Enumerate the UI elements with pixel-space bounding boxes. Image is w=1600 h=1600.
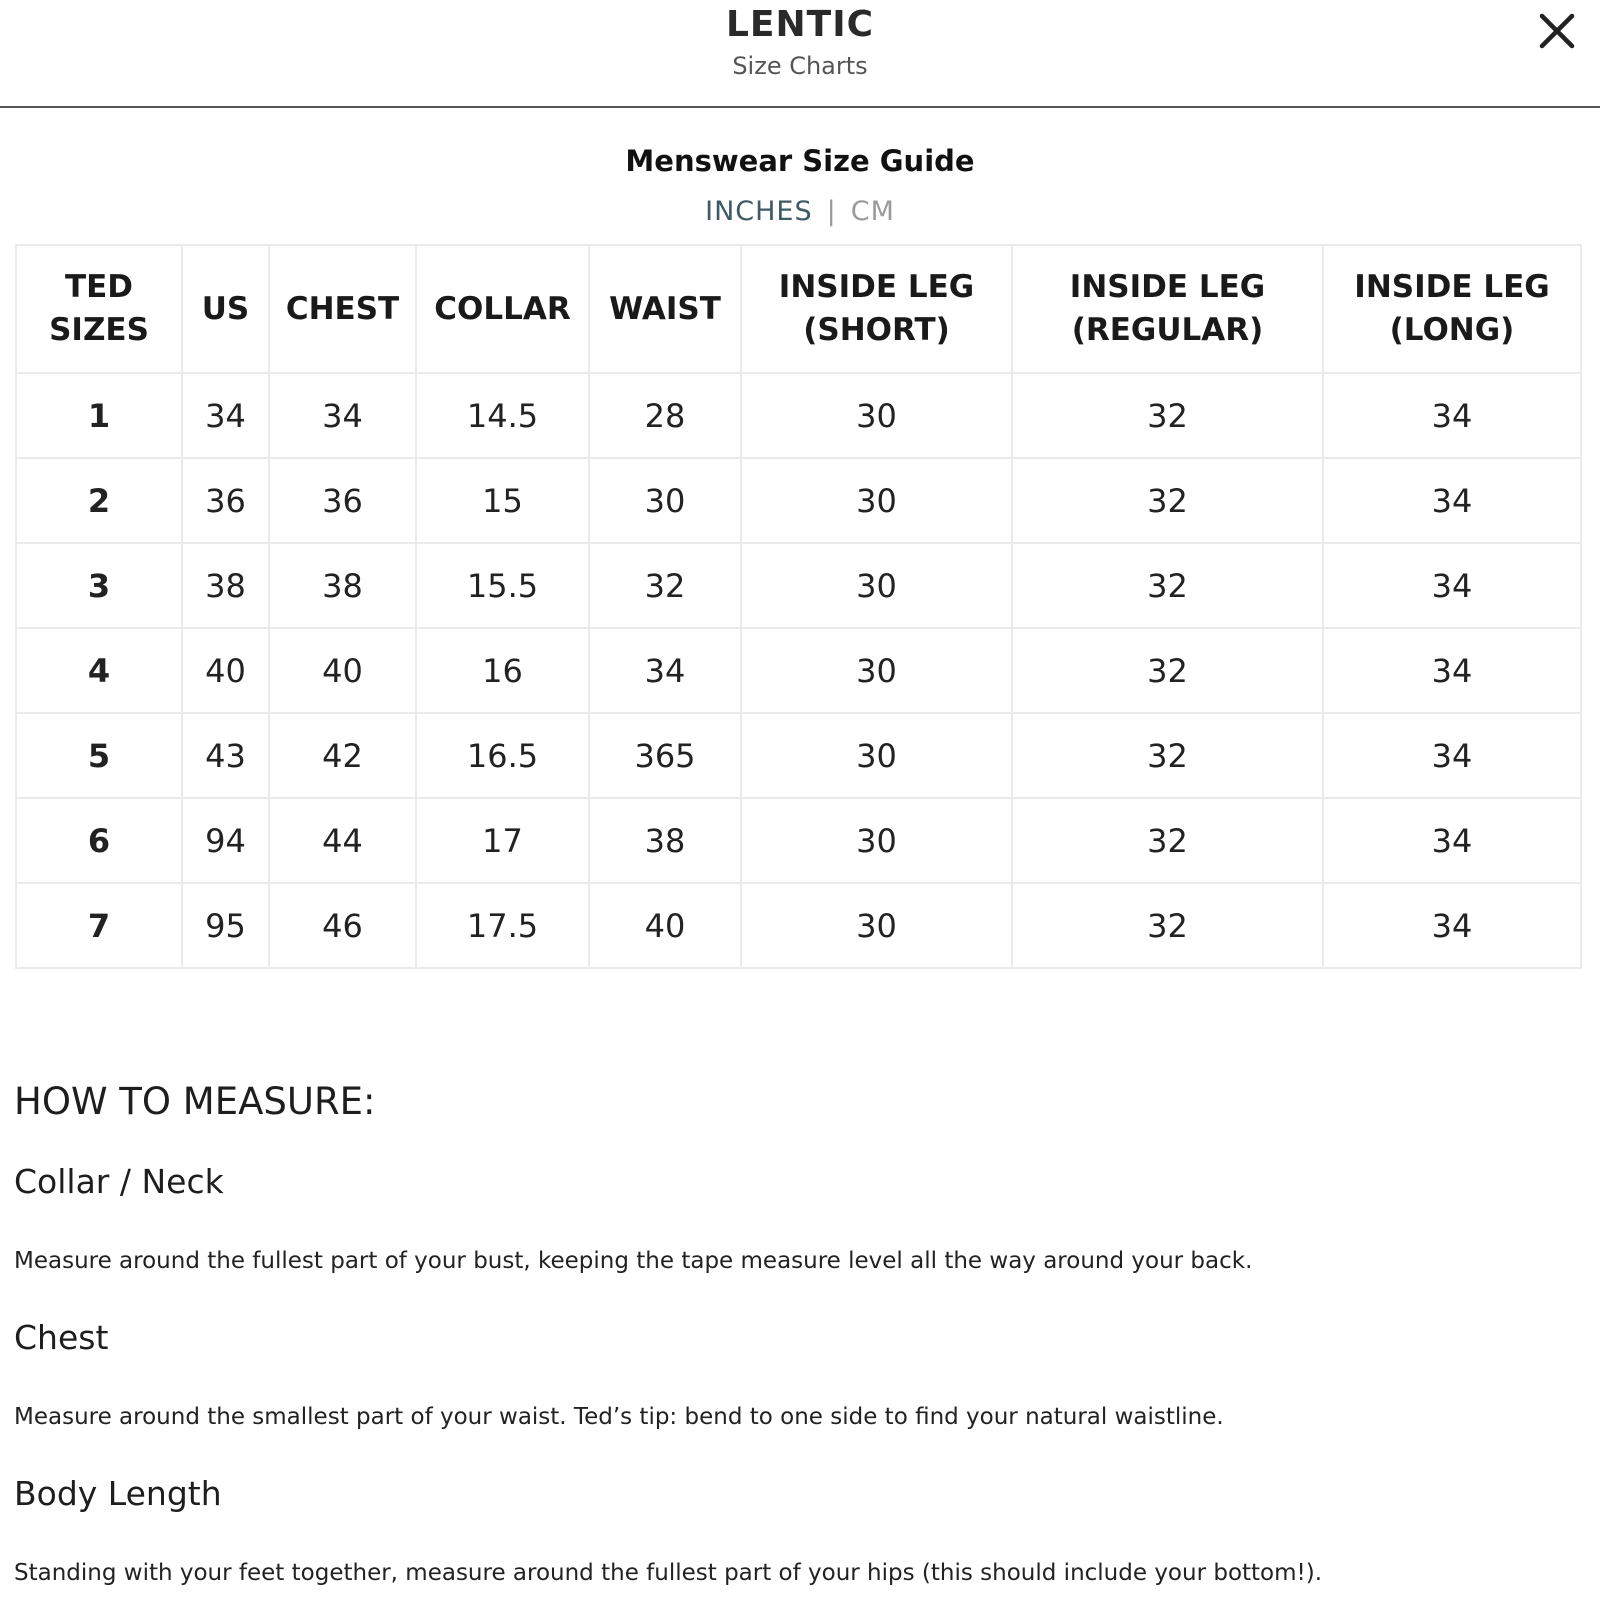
table-cell: 38 <box>269 543 416 628</box>
table-cell: 1 <box>16 373 182 458</box>
section-heading-chest: Chest <box>14 1318 109 1357</box>
close-icon <box>1534 8 1580 54</box>
table-cell: 2 <box>16 458 182 543</box>
header-collar: COLLAR <box>416 245 589 373</box>
table-cell: 32 <box>1012 883 1323 968</box>
table-cell: 46 <box>269 883 416 968</box>
section-heading-body-length: Body Length <box>14 1474 222 1513</box>
table-cell: 34 <box>1323 798 1581 883</box>
table-cell: 43 <box>182 713 269 798</box>
table-cell: 28 <box>589 373 741 458</box>
table-cell: 34 <box>1323 458 1581 543</box>
table-cell: 32 <box>1012 713 1323 798</box>
table-cell: 34 <box>589 628 741 713</box>
table-cell: 15 <box>416 458 589 543</box>
how-to-measure-title: HOW TO MEASURE: <box>14 1080 376 1123</box>
table-cell: 34 <box>182 373 269 458</box>
section-text-chest: Measure around the smallest part of your waist. Ted’s tip: bend to one side to find your natural waistline. <box>14 1404 1224 1430</box>
table-cell: 42 <box>269 713 416 798</box>
table-row <box>16 883 1581 968</box>
header-us: US <box>182 245 269 373</box>
table-cell: 32 <box>589 543 741 628</box>
table-cell: 38 <box>182 543 269 628</box>
table-cell: 40 <box>589 883 741 968</box>
table-row <box>16 458 1581 543</box>
table-cell: 3 <box>16 543 182 628</box>
unit-inches-button[interactable]: INCHES <box>705 196 813 227</box>
table-cell: 30 <box>741 458 1012 543</box>
table-cell: 32 <box>1012 373 1323 458</box>
section-heading-collar: Collar / Neck <box>14 1162 224 1201</box>
table-row <box>16 373 1581 458</box>
table-row <box>16 543 1581 628</box>
table-cell: 5 <box>16 713 182 798</box>
table-cell: 30 <box>589 458 741 543</box>
table-cell: 30 <box>741 798 1012 883</box>
unit-separator: | <box>826 196 837 227</box>
table-row <box>16 713 1581 798</box>
table-cell: 30 <box>741 543 1012 628</box>
header-inside-leg-long: INSIDE LEG (LONG) <box>1323 245 1581 373</box>
table-cell: 32 <box>1012 798 1323 883</box>
header-waist: WAIST <box>589 245 741 373</box>
table-cell: 14.5 <box>416 373 589 458</box>
table-cell: 30 <box>741 883 1012 968</box>
table-cell: 16.5 <box>416 713 589 798</box>
table-cell: 16 <box>416 628 589 713</box>
unit-toggle <box>0 196 1600 227</box>
table-cell: 7 <box>16 883 182 968</box>
guide-title: Menswear Size Guide <box>625 144 975 178</box>
modal-header <box>0 0 1600 108</box>
table-cell: 15.5 <box>416 543 589 628</box>
size-table <box>15 244 1582 969</box>
table-cell: 36 <box>182 458 269 543</box>
table-cell: 34 <box>1323 373 1581 458</box>
table-cell: 17.5 <box>416 883 589 968</box>
modal-subtitle: Size Charts <box>732 52 868 80</box>
table-cell: 34 <box>1323 883 1581 968</box>
header-chest: CHEST <box>269 245 416 373</box>
table-cell: 34 <box>1323 628 1581 713</box>
brand-logo: LENTIC <box>725 4 875 45</box>
table-cell: 17 <box>416 798 589 883</box>
table-cell: 30 <box>741 713 1012 798</box>
table-row <box>16 798 1581 883</box>
table-cell: 40 <box>269 628 416 713</box>
table-row <box>16 628 1581 713</box>
table-cell: 4 <box>16 628 182 713</box>
table-cell: 36 <box>269 458 416 543</box>
table-cell: 34 <box>269 373 416 458</box>
table-cell: 44 <box>269 798 416 883</box>
section-text-collar: Measure around the fullest part of your bust, keeping the tape measure level all the way around your back. <box>14 1248 1253 1274</box>
header-inside-leg-regular: INSIDE LEG (REGULAR) <box>1012 245 1323 373</box>
table-cell: 6 <box>16 798 182 883</box>
table-cell: 32 <box>1012 628 1323 713</box>
table-cell: 32 <box>1012 543 1323 628</box>
table-cell: 38 <box>589 798 741 883</box>
table-header-row <box>16 245 1581 373</box>
unit-cm-button[interactable]: CM <box>850 196 895 227</box>
close-button[interactable] <box>1534 8 1580 54</box>
table-cell: 34 <box>1323 713 1581 798</box>
table-cell: 30 <box>741 373 1012 458</box>
header-inside-leg-short: INSIDE LEG (SHORT) <box>741 245 1012 373</box>
header-ted-sizes: TED SIZES <box>16 245 182 373</box>
table-cell: 94 <box>182 798 269 883</box>
table-cell: 30 <box>741 628 1012 713</box>
table-cell: 34 <box>1323 543 1581 628</box>
table-cell: 365 <box>589 713 741 798</box>
section-text-body-length: Standing with your feet together, measure around the fullest part of your hips (this should include your bottom!). <box>14 1560 1323 1586</box>
table-cell: 95 <box>182 883 269 968</box>
table-cell: 40 <box>182 628 269 713</box>
table-cell: 32 <box>1012 458 1323 543</box>
